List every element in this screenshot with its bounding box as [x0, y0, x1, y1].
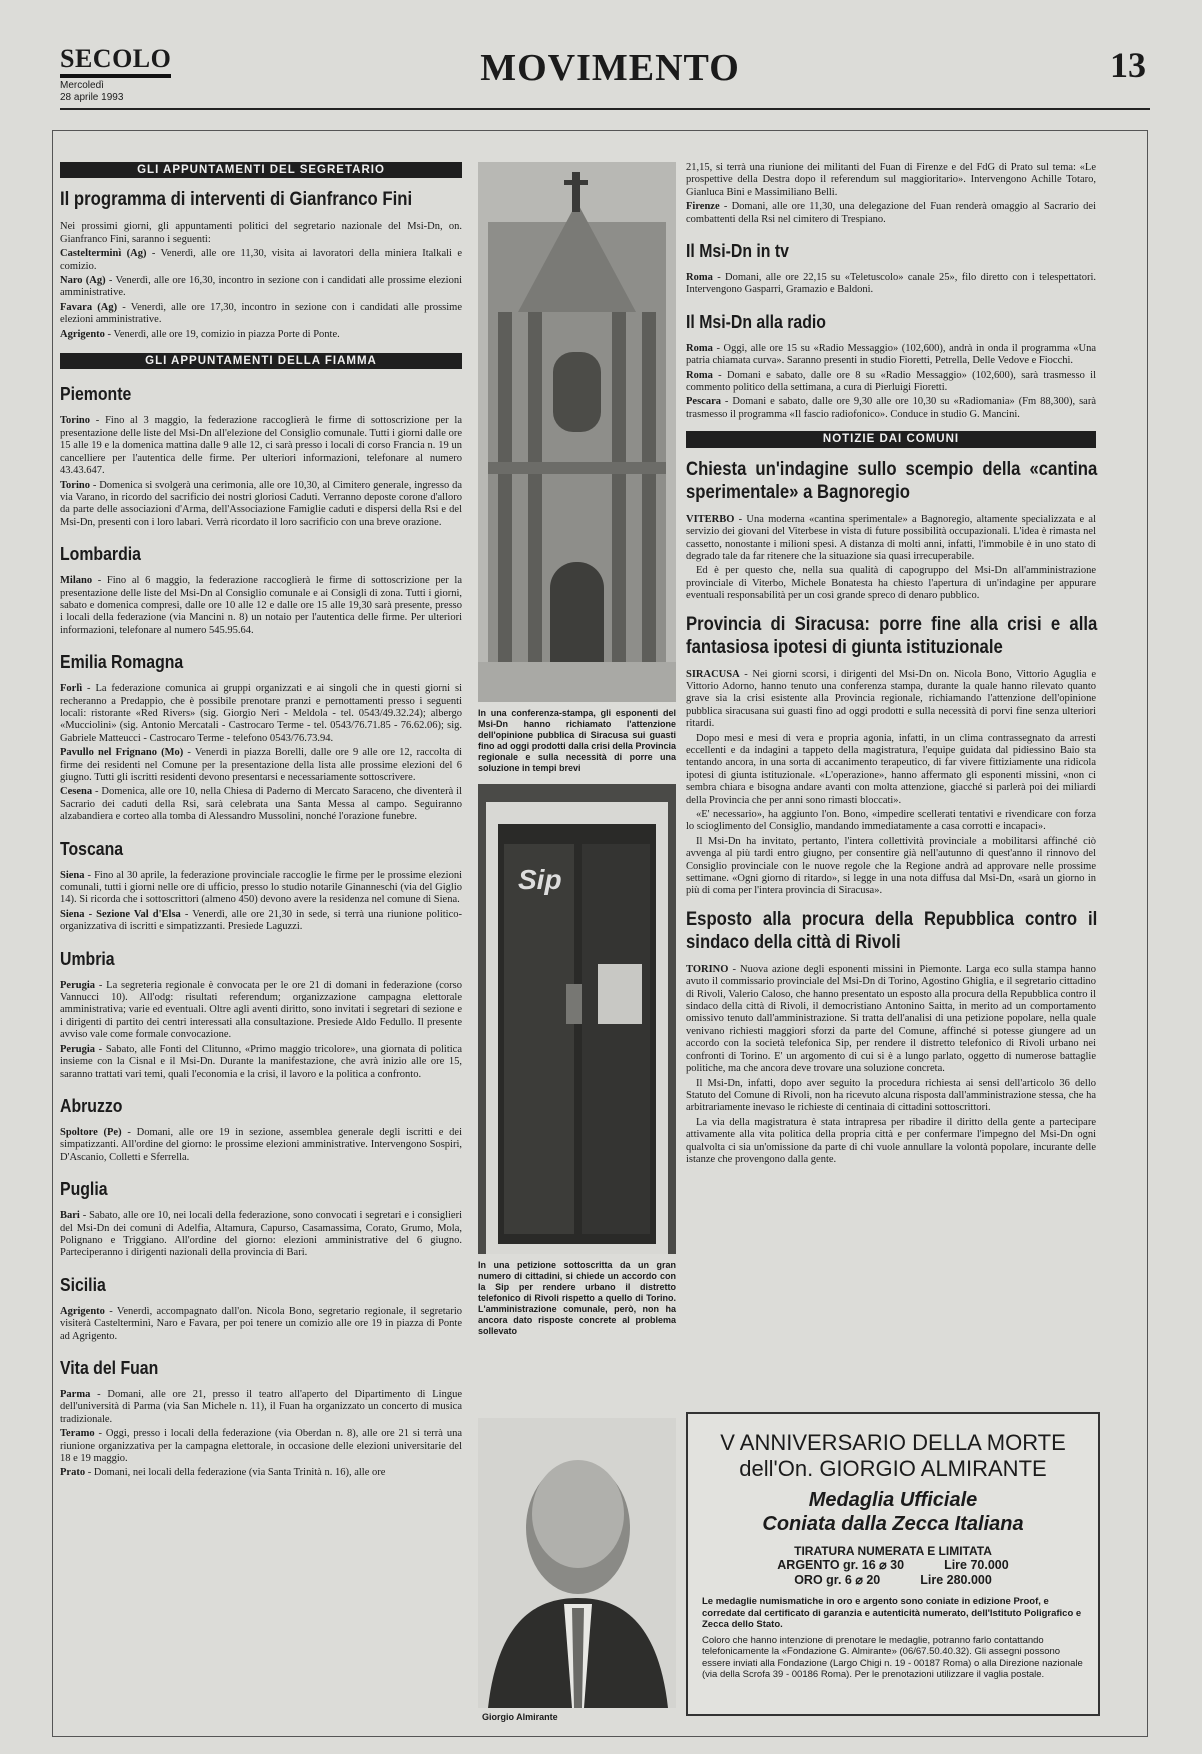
issue-date	[60, 80, 123, 104]
paragraph: Forlì - La federazione comunica ai gruppi organizzati e ai singoli che in questi giorni si recheranno a Predappio, che è possibile prenotare pranzi e pernottamenti presso i seguenti locali: ristorante «Red Rivers» (sig. Giorgio Neri - Meldola - tel. 0543/49.32.24); albergo «Mucciolini» (sig. Antonio Mercatali - Castrocaro Terme - tel. 0543/76.71.85 - 76.62.06); sig. Gabriele Matteucci - Castrocaro Terme - telefono 0543/76.73.94.	[60, 683, 462, 744]
section-bar-fiamma: GLI APPUNTAMENTI DELLA FIAMMA	[60, 353, 462, 369]
paragraph: Siena - Fino al 30 aprile, la federazione provinciale raccoglie le firme per le prossime elezioni comunali, tutti i giorni nelle ore di ufficio, presso lo studio notarile Ginanneschi (via del Giglio 14). Si ricorda che i sottoscrittori (almeno 450) devono avere la residenza nel comune di Siena.	[60, 869, 462, 906]
oro-price: Lire 280.000	[920, 1573, 992, 1587]
cathedral-illustration	[478, 162, 676, 702]
oro-label: ORO gr. 6 ⌀ 20	[794, 1573, 881, 1587]
paragraph: Torino - Domenica si svolgerà una cerimonia, alle ore 10,30, al Cimitero generale, ingresso da via Varano, in ricordo del sacrificio dei nostri gloriosi Caduti. Verranno deposte corone d'alloro da parte delle associazioni d'Arma, dell'Associazione Famiglie caduti e dispersi della Rsi e del Msi-Dn, presenti con i loro labari. Verrà ricordato il loro sacrificio con una breve orazione.	[60, 479, 462, 528]
paragraph: Siena - Sezione Val d'Elsa - Venerdì, alle ore 21,30 in sede, si terrà una riunione politico-organizzativa di iscritti e simpatizzanti. Presiede Laguzzi.	[60, 908, 462, 933]
paragraph: Torino - Fino al 3 maggio, la federazione raccoglierà le firme di sottoscrizione per la presentazione delle liste del Msi-Dn all'elezione del Consiglio comunale. Tutti i giorni dalle ore 15 alle 19 e la domenica mattina dalle 9 alle 12, ci sarà presso i locali di corso Francia n. 19 un cancelliere per l'autentica delle firme. Per ulteriori informazioni, telefonare al numero 43.43.647.	[60, 415, 462, 477]
paragraph: Roma - Domani, alle ore 22,15 su «Teletuscolo» canale 25», filo diretto con i telespettatori. Intervengono Gasparri, Gramazio e Baldoni.	[686, 272, 1096, 296]
paragraph: Perugia - Sabato, alle Fonti del Clitunno, «Primo maggio tricolore», una giornata di politica insieme con la Cisnal e il Msi-Dn. Durante la manifestazione, che avrà inizio alle ore 15, saranno trattati vari temi, quali l'economia e la crisi, il lavoro e la politica a confronto.	[60, 1043, 462, 1080]
issue-weekday: Mercoledì	[60, 80, 104, 91]
paragraph: Bari - Sabato, alle ore 10, nei locali della federazione, sono convocati i segretari e i consiglieri del Msi-Dn dei comuni di Adelfia, Altamura, Capurso, Casamassima, Corato, Grumo, Mola, Polignano e Triggiano. All'ordine del giorno: elezioni amministrative del 6 giugno. Parteciperanno i dirigenti nazionali della provincia di Bari.	[60, 1210, 462, 1259]
ad-price-row-argento	[688, 1558, 1098, 1573]
ad-subtitle-2: Coniata dalla Zecca Italiana	[762, 1513, 1024, 1535]
paragraph: Parma - Domani, alle ore 21, presso il teatro all'aperto del Dipartimento di Lingue dell'università di Parma (via San Michele n. 11), il Fuan ha organizzato un concerto di musica tradizionale.	[60, 1388, 462, 1425]
paragraph: TORINO - Nuova azione degli esponenti missini in Piemonte. Larga eco sulla stampa hanno avuto il commissario provinciale del Msi-Dn di Torino, Agostino Ghiglia, e il segretario cittadino di Rivoli, Valerio Caloso, che hanno presentato un esposto alla procura della Repubblica contro il sindaco della città di Rivoli, il democristiano Antonino Saitta, in merito ad un comportamento omissivo tenuto dall'amministrazione. Si tratta dell'analisi di una petizione popolare, nella quale venivano richiesti maggiori sforzi da parte del Comune, affinché si potesse giungere ad un accordo con la società telefonica Sip, per rendere il distretto telefonico di Rivoli urbano nei confronti di Torino. E' un argomento di cui si è a lungo parlato, oggetto di numerose battaglie politiche, ma che ancora deve trovare una soluzione concreta.	[686, 963, 1096, 1075]
paragraph: Favara (Ag) - Venerdì, alle ore 17,30, incontro in sezione con i candidati alle prossime elezioni amministrative.	[60, 301, 462, 326]
paragraph: VITERBO - Una moderna «cantina sperimentale» a Bagnoregio, altamente specializzata e al servizio dei giovani del Viterbese in vista di future possibilità occupazionali. L'idea è rimasta nel cassetto, nonostante i milioni spesi. A distanza di molti anni, infatti, l'immobile è in uno stato di degrado tale da far ritenere che la situazione sia quasi irrecuperabile.	[686, 513, 1096, 562]
paragraph: Agrigento - Venerdì, alle ore 19, comizio in piazza Porte di Ponte.	[60, 328, 340, 340]
paragraph: Dopo mesi e mesi di vera e propria agonia, infatti, in un clima contrassegnato da arresti eccellenti e da indagini a tappeto della magistratura, l'equipe guidata dal pidiessino Baio sta tentando ancora, in una sorta di accanimento terapeutico, di far vivere fittiziamente una ridicola ipotesi di giunta istituzionale. «L'operazione», hanno affermato gli esponenti missini, «non ci sembra chiara e bisogna andare avanti con molta attenzione, giacché si parlerà poi dei miliardi della Provincia che per anni sono rimasti bloccati».	[686, 732, 1096, 806]
region-heading: Piemonte	[60, 384, 132, 405]
ad-tiratura: TIRATURA NUMERATA E LIMITATA	[794, 1544, 992, 1558]
paragraph: Castelterminì (Ag) - Venerdì, alle ore 11,30, visita ai lavoratori della miniera Italkali e comizio.	[60, 248, 462, 272]
paragraph: Perugia - La segreteria regionale è convocata per le ore 21 di domani in federazione (corso Vannucci 10). All'odg: risultati referendum; organizzazione campagna elettorale amministrativa; varie ed eventuali. Oltre agli aventi diritto, sono invitati i segretari di sezione e i dirigenti di partito dei centri interessati alla consultazione. Presiede Aldo Fedullo. Il presente avviso vale come formale convocazione.	[60, 979, 462, 1041]
paragraph: Roma - Domani e sabato, dalle ore 8 su «Radio Messaggio» (102,600), sarà trasmesso il commento politico della settimana, a cura di Pierluigi Fioretti.	[686, 369, 1096, 394]
paragraph: Il Msi-Dn, infatti, dopo aver seguito la procedura richiesta ai sensi dell'articolo 36 dello Statuto del Comune di Rivoli, non ha ricevuto alcuna risposta dall'amministrazione stessa, che ha arbitrariamente inevaso le richieste di centinaia di cittadini sottoscrittori.	[686, 1077, 1096, 1114]
headline-fini: Il programma di interventi di Gianfranco Fini	[60, 189, 413, 211]
page-number: 13	[1110, 45, 1146, 85]
paragraph: Ed è per questo che, nella sua qualità di capogruppo del Msi-Dn all'amministrazione provinciale di Viterbo, Michele Bonatesta ha chiesto l'apertura di un'indagine per appurare eventuali responsabilità per un così grande spreco di denaro pubblico.	[686, 565, 1096, 602]
paragraph: La via della magistratura è stata intrapresa per ribadire il diritto della gente a partecipare attivamente alla vita politica della propria città e per confermare l'impegno del Msi-Dn ogni qualvolta ci sia un'omissione da parte di chi vuole annullare la volontà popolare, incurante delle istanze che provengono dalla gente.	[686, 1116, 1096, 1165]
region-heading: Umbria	[60, 948, 115, 969]
ad-price-row-oro	[688, 1573, 1098, 1588]
portrait-caption: Giorgio Almirante	[482, 1712, 558, 1722]
paragraph: Il Msi-Dn ha invitato, pertanto, l'intera collettività provinciale a mobilitarsi affinché ciò avvenga al più tardi entro giugno, per consentire già nell'autunno di quest'anno il rinnovo del Consiglio provinciale con le nuove regole che la Regione andrà ad approvare nelle prossime settimane. «Ogni giorno di ritardo», si legge in una nota diffusa dal Msi-Dn, «sarà un giorno in più di coma per l'intera provincia di Siracusa».	[686, 835, 1096, 897]
region-heading: Vita del Fuan	[60, 1357, 159, 1378]
region-heading: Emilia Romagna	[60, 652, 184, 673]
middle-column	[478, 162, 676, 1347]
headline-radio: Il Msi-Dn alla radio	[686, 311, 826, 332]
headline-bagnoregio: Chiesta un'indagine sullo scempio della «cantina sperimentale» a Bagnoregio	[686, 458, 1098, 503]
booth-sign: Sip	[518, 864, 562, 895]
issue-day: 28 aprile 1993	[60, 92, 124, 103]
argento-label: ARGENTO gr. 16 ⌀ 30	[777, 1558, 905, 1572]
ad-subtitle-1: Medaglia Ufficiale	[808, 1489, 978, 1511]
right-column	[686, 162, 1096, 1168]
region-heading: Sicilia	[60, 1274, 106, 1295]
phone-booth-illustration	[478, 784, 676, 1254]
paragraph: Cesena - Domenica, alle ore 10, nella Chiesa di Paderno di Mercato Saraceno, che diventerà il Sacrario dei caduti della Rsi, sarà celebrata una Santa Messa al campo. Seguiranno alzabandiera e corteo alla tomba di Alessandro Mussolini, nonché l'orazione funebre.	[60, 786, 462, 823]
cathedral-photo	[478, 162, 676, 702]
headline-rivoli: Esposto alla procura della Repubblica contro il sindaco della città di Rivoli	[686, 908, 1098, 953]
region-heading: Toscana	[60, 838, 124, 859]
paragraph: Milano - Fino al 6 maggio, la federazione raccoglierà le firme di sottoscrizione per la presentazione delle liste del Msi-Dn al Consiglio comunale e ai Consigli di zona. Tutti i giorni, sabato e domenica compresi, dalle ore 10 alle 12 e dalle ore 15 alle 19,30 sarà presente, presso i locali della federazione (via Mancini n. 8) un notaio per l'autentica delle firme. Per ulteriori informazioni, telefonare al numero 545.95.64.	[60, 575, 462, 636]
paragraph: Pescara - Domani e sabato, dalle ore 9,30 alle ore 10,30 su «Radiomania» (Fm 88,300), sarà trasmesso il programma «Il fascio radiofonico». Conduce in studio G. Mancini.	[686, 396, 1096, 420]
section-bar-segretario: GLI APPUNTAMENTI DEL SEGRETARIO	[60, 162, 462, 178]
photo-caption-siracusa: In una conferenza-stampa, gli esponenti del Msi-Dn hanno richiamato l'attenzione dell'opinione pubblica di Siracusa sui guasti fino ad oggi prodotti dalla crisi della Provincia regionale e sulla necessità di porre una soluzione in tempi brevi	[478, 708, 676, 773]
ad-headline-2: dell'On. GIORGIO ALMIRANTE	[739, 1456, 1047, 1481]
left-column	[60, 162, 462, 1482]
section-title: MOVIMENTO	[480, 47, 740, 89]
region-heading: Puglia	[60, 1179, 108, 1200]
paragraph: Spoltore (Pe) - Domani, alle ore 19 in sezione, assemblea generale degli iscritti e dei simpatizzanti. All'ordine del giorno: le prossime elezioni amministrative. Intervengono Sospiri, D'Ascanio, Colletti e Sferrella.	[60, 1126, 462, 1163]
ad-headline-1: V ANNIVERSARIO DELLA MORTE	[720, 1430, 1066, 1455]
paragraph: 21,15, si terrà una riunione dei militanti del Fuan di Firenze e del FdG di Prato sul tema: «Le prospettive della Destra dopo il referendum sul maggioritario». Intervengono Achille Totaro, Gianluca Bini e Massimiliano Belli.	[686, 162, 1096, 198]
paragraph: Firenze - Domani, alle ore 11,30, una delegazione del Fuan renderà omaggio al Sacrario dei combattenti della Rsi nel cimitero di Trespiano.	[686, 201, 1096, 225]
paragraph: Pavullo nel Frignano (Mo) - Venerdì in piazza Borelli, dalle ore 9 alle ore 12, raccolta di firme dei residenti nel Comune per la presentazione della lista alle prossime elezioni del 6 giugno. Tutti gli iscritti residenti devono presentarsi e necessariamente sottoscrivere.	[60, 747, 462, 783]
paragraph: Teramo - Oggi, presso i locali della federazione (via Oberdan n. 8), alle ore 21 si terrà una riunione organizzativa per la campagna elettorale, in occasione delle elezioni universitarie del 18 e 19 maggio.	[60, 1428, 462, 1464]
headline-siracusa: Provincia di Siracusa: porre fine alla crisi e alla fantasiosa ipotesi di giunta istituzionale	[686, 613, 1098, 658]
region-heading: Abruzzo	[60, 1095, 123, 1116]
section-bar-comuni: NOTIZIE DAI COMUNI	[686, 431, 1096, 447]
paragraph: Nei prossimi giorni, gli appuntamenti politici del segretario nazionale del Msi-Dn, on. Gianfranco Fini, saranno i seguenti:	[60, 221, 462, 245]
masthead	[60, 38, 1150, 110]
almirante-portrait	[478, 1418, 676, 1708]
paragraph: SIRACUSA - Nei giorni scorsi, i dirigenti del Msi-Dn on. Nicola Bono, Vittorio Aguglia e Vittorio Adorno, hanno tenuto una conferenza stampa, durante la quale hanno rilevato quanto grave sia la crisi esistente alla Provincia regionale, richiamando l'attenzione dell'opinione pubblica siracusana sui guasti fino ad oggi prodotti e sulla necessità di porvi fine senza ulteriori ritardi.	[686, 668, 1096, 730]
newspaper-logo: SECOLO	[60, 44, 171, 78]
ad-note-2: Coloro che hanno intenzione di prenotare le medaglie, potranno farlo contattando telefonicamente la «Fondazione G. Almirante» (06/67.50.40.32). Gli assegni possono essere inviati alla Fondazione (Largo Chigi n. 19 - 00187 Roma) o alla Direzione nazionale (via della Scrofa 39 - 00186 Roma). Per le prenotazioni utilizzare il vaglia postale.	[702, 1634, 1083, 1680]
headline-tv: Il Msi-Dn in tv	[686, 241, 789, 262]
paragraph: Agrigento - Venerdì, accompagnato dall'on. Nicola Bono, segretario regionale, il segretario visiterà Castelterminì, Naro e Favara, per poi tenere un comizio alle ore 19 in piazza di Ponte ad Agrigento.	[60, 1305, 462, 1342]
portrait-illustration	[478, 1418, 676, 1708]
region-heading: Lombardia	[60, 544, 141, 565]
paragraph: «E' necessario», ha aggiunto l'on. Bono, «impedire scellerati tentativi e rivendicare con forza lo scioglimento del Consiglio, mandando immediatamente a casa corrotti e incapaci».	[686, 809, 1096, 833]
argento-price: Lire 70.000	[944, 1558, 1009, 1572]
paragraph: Roma - Oggi, alle ore 15 su «Radio Messaggio» (102,600), andrà in onda il programma «Una patria chiamata curva». Saranno presenti in studio Fioretti, Petrella, Delle Vedove e Fiocchi.	[686, 342, 1096, 367]
paragraph: Naro (Ag) - Venerdì, alle ore 16,30, incontro in sezione con i candidati alle prossime elezioni amministrative.	[60, 275, 463, 299]
photo-caption-rivoli: In una petizione sottoscritta da un gran numero di cittadini, si chiede un accordo con la Sip per rendere urbano il distretto telefonico di Rivoli rispetto a quello di Torino. L'amministrazione comunale, però, non ha ancora dato risposte concrete al problema sollevato	[478, 1260, 676, 1336]
paragraph: Prato - Domani, nei locali della federazione (via Santa Trinità n. 16), alle ore	[60, 1467, 386, 1479]
medal-advertisement	[686, 1412, 1100, 1716]
ad-note-1: Le medaglie numismatiche in oro e argento sono coniate in edizione Proof, e corredate dal certificato di garanzia e autenticità numerato, dell'Istituto Poligrafico e Zecca dello Stato.	[702, 1596, 1082, 1630]
phone-booth-photo	[478, 784, 676, 1254]
